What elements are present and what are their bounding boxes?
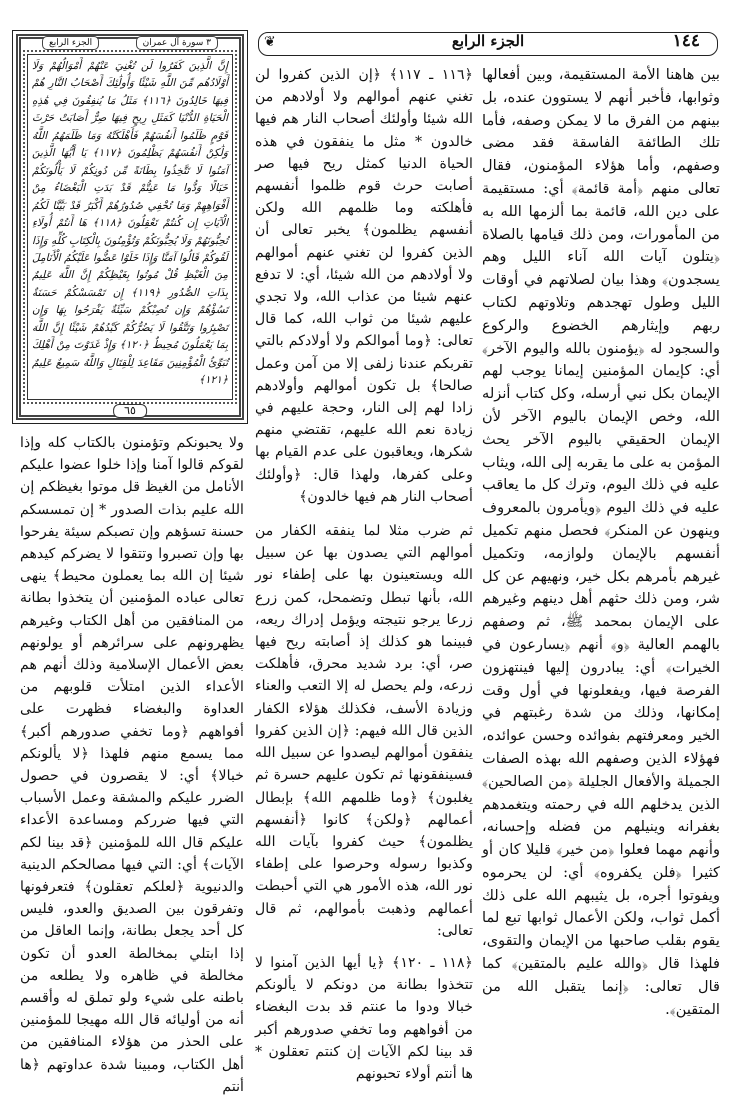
mushaf-verses: إِنَّ الَّذِينَ كَفَرُوا لَن تُغْنِيَ عَنْهُمْ أَمْوَالُهُمْ وَلَا أَوْلَادُهُم مِّنَ اللَّهِ شَيْئًا وَأُولَٰئِكَ أَصْحَابُ النَّارِ هُمْ فِيهَا خَالِدُونَ ﴿١١٦﴾ مَثَلُ مَا يُنفِقُونَ فِي هَٰذِهِ الْحَيَاةِ الدُّنْيَا كَمَثَلِ رِيحٍ فِيهَا صِرٌّ أَصَابَتْ حَرْثَ قَوْمٍ ظَلَمُوا أَنفُسَهُمْ فَأَهْلَكَتْهُ وَمَا ظَلَمَهُمُ اللَّهُ وَلَٰكِنْ أَنفُسَهُمْ يَظْلِمُونَ ﴿١١٧﴾ يَا أَيُّهَا الَّذِينَ آمَنُوا لَا تَتَّخِذُوا بِطَانَةً مِّن دُونِكُمْ لَا يَأْلُونَكُمْ خَبَالًا وَدُّوا مَا عَنِتُّمْ قَدْ بَدَتِ الْبَغْضَاءُ مِنْ أَفْوَاهِهِمْ وَمَا تُخْفِي صُدُورُهُمْ أَكْبَرُ قَدْ بَيَّنَّا لَكُمُ الْآيَاتِ إِن كُنتُمْ تَعْقِلُونَ ﴿١١٨﴾ هَا أَنتُمْ أُولَاءِ تُحِبُّونَهُمْ وَلَا يُحِبُّونَكُمْ وَتُؤْمِنُونَ بِالْكِتَابِ كُلِّهِ وَإِذَا لَقُوكُمْ قَالُوا آمَنَّا وَإِذَا خَلَوْا عَضُّوا عَلَيْكُمُ الْأَنَامِلَ مِنَ الْغَيْظِ قُلْ مُوتُوا بِغَيْظِكُمْ إِنَّ اللَّهَ عَلِيمٌ بِذَاتِ الصُّدُورِ ﴿١١٩﴾ إِن تَمْسَسْكُمْ حَسَنَةٌ تَسُؤْهُمْ وَإِن تُصِبْكُمْ سَيِّئَةٌ يَفْرَحُوا بِهَا وَإِن تَصْبِرُوا وَتَتَّقُوا لَا يَضُرُّكُمْ كَيْدُهُمْ شَيْئًا إِنَّ اللَّهَ بِمَا يَعْمَلُونَ مُحِيطٌ ﴿١٢٠﴾ وَإِذْ غَدَوْتَ مِنْ أَهْلِكَ تُبَوِّئُ الْمُؤْمِنِينَ مَقَاعِدَ لِلْقِتَالِ وَاللَّهُ سَمِيعٌ عَلِيمٌ ﴿١٢١﴾ bbox=[32, 60, 229, 387]
verse-block-116-117: ﴿١١٦ ـ ١١٧﴾ ﴿إن الذين كفروا لن تغني عنهم أموالهم ولا أولادهم من الله شيئا وأولئك أصحاب النار هم فيها خالدون * مثل ما ينفقون في هذه الحياة الدنيا كمثل ريح فيها صر أصابت حرث قوم ظلموا أنفسهم فأهلكته وما ظلمهم الله ولكن أنفسهم يظلمون﴾ يخبر تعالى أن الذين كفروا لن تغني عنهم أموالهم ولا أولادهم من الله شيئا، أي: لا تدفع عنهم شيئا من عذاب الله، ولا تجدي عليهم شيئا من ثواب الله، كما قال تعالى: ﴿وما أموالكم ولا أولادكم بالتي تقربكم عندنا زلفى إلا من آمن وعمل صالحا﴾ بل تكون أموالهم وأولادهم زادا لهم إلى النار، وحجة عليهم في زيادة نعم الله عليهم، تقتضي منهم شكرها، ويعاقبون على عدم القيام بها وعلى كفرها، ولهذا قال: ﴿وأولئك أصحاب النار هم فيها خالدون﴾ bbox=[255, 67, 473, 505]
commentary-paragraph-parable: ثم ضرب مثلا لما ينفقه الكفار من أموالهم التي يصدون بها عن سبيل الله ويستعينون بها على إطفاء نور الله، بأنها تبطل وتضمحل، كمن زرع زرعا يرجو نتيجته ويؤمل إدراك ريعه، فبينما هو كذلك إذ أصابته ريح فيها صر، أي: برد شديد محرق، فأهلكت زرعه، ولم يحصل له إلا التعب والعناء وزيادة الأسف، فكذلك هؤلاء الكفار الذين قال الله فيهم: ﴿إن الذين كفروا ينفقون أموالهم ليصدوا عن سبيل الله فسينفقونها ثم تكون عليهم حسرة ثم يغلبون﴾ ﴿وما ظلمهم الله﴾ بإبطال أعمالهم ﴿ولكن﴾ كانوا ﴿أنفسهم يظلمون﴾ حيث كفروا بآيات الله وكذبوا رسوله وحرصوا على إطفاء نور الله، هذه الأمور هي التي أحبطت أعمالهم وذهبت بأموالهم، ثم قال تعالى: bbox=[255, 523, 473, 939]
commentary-paragraph-bitana: ولا يحبونكم وتؤمنون بالكتاب كله وإذا لقوكم قالوا آمنا وإذا خلوا عضوا عليكم الأنامل من الغيظ قل موتوا بغيظكم إن الله عليم بذات الصدور * إن تمسسكم حسنة تسؤهم وإن تصبكم سيئة يفرحوا بها وإن تصبروا وتتقوا لا يضركم كيدهم شيئا إن الله بما يعملون محيط﴾ ينهى تعالى عباده المؤمنين أن يتخذوا بطانة من المنافقين من أهل الكتاب وغيرهم يظهرونهم على سرائرهم أو يولونهم بعض الأعمال الإسلامية وذلك أنهم هم الأعداء الذين امتلأت قلوبهم من العداوة والبغضاء فظهرت على أفواههم ﴿وما تخفي صدورهم أكبر﴾ مما يسمع منهم فلهذا ﴿لا يألونكم خبالا﴾ أي: لا يقصرون في حصول الضرر عليكم والمشقة وعمل الأسباب التي فيها ضرركم ومساعدة الأعداء عليكم قال الله للمؤمنين ﴿قد بينا لكم الآيات﴾ أي: التي فيها مصالحكم الدينية والدنيوية ﴿لعلكم تعقلون﴾ فتعرفونها وتفرقون بين الصديق والعدو، فليس كل أحد يجعل بطانة، وإنما العاقل من إذا ابتلي بمخالطة العدو أن تكون مخالطة في ظاهره ولا يطلعه من باطنه على شيء ولو تملق له وأقسم أنه من أوليائه قال الله مهيجا للمؤمنين على الحذر من هؤلاء المنافقين من أهل الكتاب، ومبينا شدة عداوتهم ﴿ها أنتم bbox=[20, 435, 244, 1095]
commentary-column-right bbox=[482, 64, 720, 1021]
mushaf-page-number: ٦٥ bbox=[113, 404, 147, 418]
page-number: ١٤٤ bbox=[672, 31, 700, 51]
commentary-paragraph: بين هاهنا الأمة المستقيمة، وبين أفعالها وثوابها، فأخبر أنهم لا يستوون عنده، بل بينهم من الفرق ما لا يمكن وصفه، فأما تلك الطائفة الفاسقة فقد مضى وصفهم، وأما هؤلاء المؤمنون، فقال تعالى منهم ﴿أمة قائمة﴾ أي: مستقيمة على دين الله، قائمة بما ألزمها الله به من المأمورات، ومن ذلك قيامها بالصلاة ﴿يتلون آيات الله آناء الليل وهم يسجدون﴾ وهذا بيان لصلاتهم في أوقات الليل وطول تهجدهم وتلاوتهم لكتاب ربهم وإيثارهم الخضوع والركوع والسجود له ﴿يؤمنون بالله واليوم الآخر﴾ أي: كإيمان المؤمنين إيمانا يوجب لهم الإيمان بكل نبي أرسله، وكل كتاب أنزله الله، وخص الإيمان باليوم الآخر لأن الإيمان الحقيقي باليوم الآخر يحث المؤمن به على ما يقربه إلى الله، ويثاب عليه في ذلك اليوم، وترك كل ما يعاقب عليه في ذلك اليوم ﴿ويأمرون بالمعروف وينهون عن المنكر﴾ فحصل منهم تكميل أنفسهم بالإيمان ولوازمه، وتكميل غيرهم بأمرهم بكل خير، ونهيهم عن كل شر، ومن ذلك حثهم أهل دينهم وغيرهم على الإيمان بمحمد ﷺ، ثم وصفهم بالهمم العالية ﴿و﴾ أنهم ﴿يسارعون في الخيرات﴾ أي: يبادرون إليها فينتهزون الفرصة فيها، ويفعلونها في أول وقت إمكانها، وذلك من شدة رغبتهم في الخير ومعرفتهم بفوائده وحسن عوائده، فهؤلاء الذين وصفهم الله بهذه الصفات الجميلة والأفعال الجليلة ﴿من الصالحين﴾ الذين يدخلهم الله في رحمته ويتغمدهم بغفرانه وينيلهم من فضله وإحسانه، وأنهم مهما فعلوا ﴿من خير﴾ قليلا كان أو كثيرا ﴿فلن يكفروه﴾ أي: لن يحرموه ويفوتوا أجره، بل يثيبهم الله على ذلك أكمل ثواب، ولكن الأعمال ثوابها تبع لما يقوم بقلب صاحبها من الإيمان والتقوى، فلهذا قال ﴿والله عليم بالمتقين﴾ كما قال تعالى: ﴿إنما يتقبل الله من المتقين﴾. bbox=[482, 66, 720, 1018]
ornament-icon: ❦ bbox=[264, 34, 276, 50]
part-title: الجزء الرابع bbox=[451, 32, 525, 50]
page-header bbox=[258, 30, 718, 56]
mushaf-header bbox=[30, 36, 230, 50]
mushaf-part-label: الجزء الرابع bbox=[42, 36, 99, 50]
mushaf-page-panel bbox=[12, 30, 248, 424]
commentary-column-left bbox=[20, 432, 244, 1098]
commentary-column-middle bbox=[255, 64, 473, 1085]
verse-block-118-120: ﴿١١٨ ـ ١٢٠﴾ ﴿يا أيها الذين آمنوا لا تتخذوا بطانة من دونكم لا يألونكم خبالا ودوا ما عنتم قد بدت البغضاء من أفواههم وما تخفي صدورهم أكبر قد بينا لكم الآيات إن كنتم تعقلون * ها أنتم أولاء تحبونهم bbox=[255, 954, 473, 1082]
mushaf-surah-label: ٣ سورة آل عمران bbox=[136, 36, 218, 50]
mushaf-text-area bbox=[27, 54, 233, 400]
